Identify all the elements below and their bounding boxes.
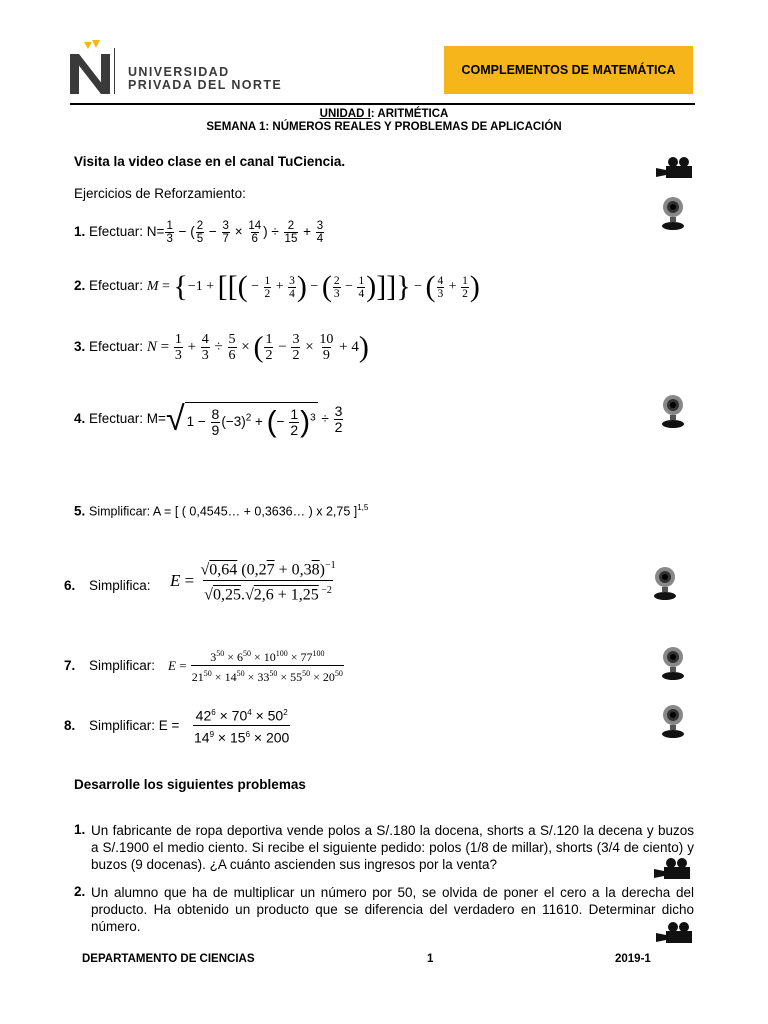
fraction: $\frac{√0,64 (0,27 + 0,38)^{-1}}{√0,25.√2,6 + 1,25 ^{-2}}$: [200, 560, 336, 604]
exercise-7-number: 7.: [64, 658, 76, 673]
course-title-box: [444, 46, 693, 94]
fraction: $\frac{4}{3}$: [201, 332, 209, 363]
exercise-1-number: 1.: [74, 224, 86, 240]
fraction: $\frac{1}{3}$: [166, 220, 173, 245]
unit-heading: [0, 108, 768, 134]
problem-2: [74, 884, 694, 935]
exercise-5-exponent: 1,5: [357, 503, 369, 512]
fraction: $\frac{1}{2}$: [265, 332, 273, 363]
fraction: $\frac{3}{2}$: [334, 403, 343, 435]
week-title: SEMANA 1: NÚMEROS REALES Y PROBLEMAS DE APLICACIÓN: [206, 121, 562, 133]
exercise-2-number: 2.: [74, 278, 86, 294]
university-logo-n: [70, 40, 118, 96]
exercises-title: Ejercicios de Reforzamiento:: [74, 186, 246, 201]
exercise-2: 2. Efectuar: M = {−1 + [[( − $\frac{1}{2}$ + $\frac{3}{4}$ ) − ( $\frac{2}{3}$ − $\frac{1}{4}$ )]]} − ( $\frac{4}{3}$ + $\frac{1}{2}$ ): [74, 270, 480, 303]
exercise-1: 1. Efectuar: N= $\frac{1}{3}$ − ( $\frac{2}{5}$ − $\frac{3}{7}$ × $\frac{14}{6}$ ) ÷ $\frac{2}{15}$ + $\frac{3}{4}$: [74, 220, 324, 245]
exercise-4-label: Efectuar: M=: [89, 411, 166, 427]
fraction: $\frac{42^6 \times 70^4 \times 50^2}{14^9 \times 15^6 \times 200}$: [194, 707, 290, 746]
webcam-icon[interactable]: [660, 394, 686, 428]
exercise-6-formula: E = $\frac{√0,64 (0,27 + 0,38)^{-1}}{√0,25.√2,6 + 1,25 ^{-2}}$: [170, 556, 338, 606]
fraction: $\frac{2}{5}$: [196, 220, 204, 245]
problem-2-text: Un alumno que ha de multiplicar un número por 50, se olvida de poner el cero a la derecha del producto. Ha obtenido un producto que se diferencia del verdadero en 11610. Determinar dicho número.: [91, 885, 694, 934]
fraction: $\frac{1}{2}$: [264, 274, 271, 300]
fraction: $\frac{3}{4}$: [289, 274, 295, 300]
fraction: $\frac{1}{3}$: [174, 332, 182, 363]
fraction: $\frac{2}{3}$: [333, 274, 340, 300]
logo-line-1: UNIVERSIDAD: [128, 65, 230, 79]
exercise-6-label: Simplifica:: [89, 578, 151, 593]
fraction: $\frac{1}{2}$: [462, 274, 468, 300]
course-title: COMPLEMENTOS DE MATEMÁTICA: [461, 63, 676, 77]
fraction: $\frac{5}{6}$: [228, 332, 236, 363]
problem-1-text: Un fabricante de ropa deportiva vende polos a S/.180 la docena, shorts a S/.120 la decena y buzos a S/.1900 el medio ciento. Si recibe el siguiente pedido: polos (1/8 de millar), shorts (3/4 de ciento) y buzos (9 docenas). ¿A cuánto ascienden sus ingresos por la venta?: [91, 823, 694, 872]
exercise-5-number: 5.: [74, 503, 86, 519]
fraction: $\frac{3}{4}$: [316, 220, 324, 245]
fraction: $\frac{3}{2}$: [292, 332, 300, 363]
header-divider: [70, 103, 695, 105]
fraction: $\frac{1}{2}$: [290, 405, 299, 438]
fraction: $\frac{14}{6}$: [248, 220, 262, 245]
unit-label: UNIDAD I: [319, 108, 371, 120]
university-name: [128, 66, 282, 92]
webcam-icon[interactable]: [660, 704, 686, 738]
fraction: $\frac{2}{15}$: [284, 220, 298, 245]
video-projector-icon[interactable]: [654, 157, 694, 179]
exercise-5: [74, 503, 368, 519]
fraction: $\frac{4}{3}$: [437, 274, 444, 300]
exercise-4-number: 4.: [74, 411, 86, 427]
webcam-icon[interactable]: [660, 646, 686, 680]
exercise-8-number: 8.: [64, 718, 76, 733]
fraction: $\frac{8}{9}$: [211, 405, 220, 438]
problems-title: Desarrolle los siguientes problemas: [74, 777, 306, 792]
exercise-8: [64, 718, 179, 733]
webcam-icon[interactable]: [652, 566, 678, 600]
exercise-7: [64, 658, 155, 673]
exercise-1-label: Efectuar: N=: [89, 224, 165, 240]
footer-department: DEPARTAMENTO DE CIENCIAS: [82, 953, 255, 965]
exercise-6-number: 6.: [64, 578, 76, 593]
problem-1-number: 1.: [74, 822, 86, 837]
exercise-3: 3. Efectuar: N = $\frac{1}{3}$ + $\frac{4}{3}$ ÷ $\frac{5}{6}$ × ( $\frac{1}{2}$ − $\frac{3}{2}$ × $\frac{10}{9}$ + 4): [74, 330, 369, 364]
webcam-icon[interactable]: [660, 196, 686, 230]
exercise-5-text: Simplificar: A = [ ( 0,4545… + 0,3636… ) x 2,75 ]: [89, 504, 358, 519]
fraction: $\frac{3^{50} \times 6^{50} \times 10^{100} \times 77^{100}}{21^{50} \times 14^{50} \times 33^{50} \times 55^{50} \times 20^{50}}$: [191, 649, 343, 684]
exercise-8-label: Simplificar: E =: [89, 718, 180, 733]
unit-title: : ARITMÉTICA: [370, 108, 449, 120]
footer-page-number: 1: [427, 953, 434, 965]
logo-line-2: PRIVADA DEL NORTE: [128, 78, 283, 92]
fraction: $\frac{3}{7}$: [222, 220, 229, 245]
exercise-2-label: Efectuar:: [89, 278, 144, 294]
video-projector-icon[interactable]: [652, 858, 692, 880]
problem-2-number: 2.: [74, 884, 86, 899]
exercise-3-number: 3.: [74, 338, 86, 354]
video-class-line: Visita la video clase en el canal TuCiencia.: [74, 154, 346, 169]
problem-1: [74, 822, 694, 873]
exercise-6: [64, 578, 151, 593]
fraction: $\frac{1}{4}$: [358, 274, 365, 300]
footer-term: 2019-1: [615, 953, 651, 965]
exercise-8-formula: [192, 704, 291, 746]
fraction: $\frac{10}{9}$: [319, 332, 334, 363]
exercise-7-formula: E = $\frac{3^{50} \times 6^{50} \times 10^{100} \times 77^{100}}{21^{50} \times 14^{50} \times 33^{50} \times 55^{50} \times 20^{50}}$: [168, 646, 345, 685]
exercise-7-label: Simplificar:: [89, 658, 156, 673]
video-projector-icon[interactable]: [654, 922, 694, 944]
exercise-3-label: Efectuar:: [89, 338, 144, 354]
exercise-4: 4. Efectuar: M=√ 1 − $\frac{8}{9}$ $(-3)^2$ + (− $\frac{1}{2}$ )$^3$ ÷ $\frac{3}{2}$: [74, 400, 343, 438]
